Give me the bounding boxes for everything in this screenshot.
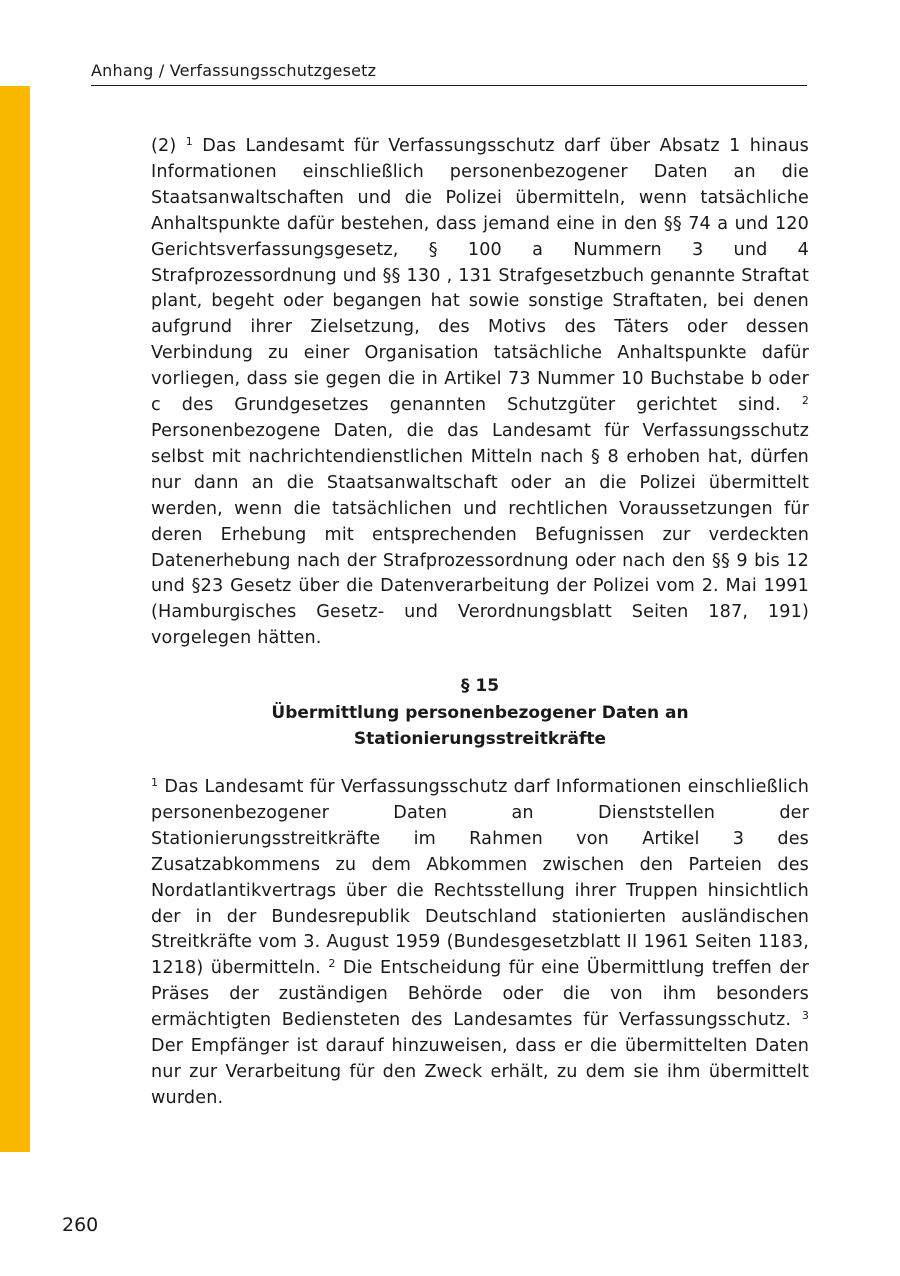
page-number: 260 bbox=[62, 1214, 99, 1236]
sentence-number: 2 bbox=[801, 394, 809, 408]
section-title-line-1: Übermittlung personenbezogener Daten an bbox=[271, 703, 689, 723]
paragraph-14-2 bbox=[151, 134, 809, 652]
paragraph-15 bbox=[151, 775, 809, 1112]
section-title bbox=[151, 700, 809, 752]
running-header: Anhang / Verfassungsschutzgesetz bbox=[91, 60, 807, 86]
section-number: § 15 bbox=[460, 676, 500, 696]
sentence-text: Der Empfänger ist darauf hinzuweisen, dass er die übermittelten Daten nur zur Verarbeitung für den Zweck erhält, zu dem sie ihm übermittelt wurden. bbox=[151, 1036, 809, 1108]
sentence-text: Die Entscheidung für eine Übermittlung treffen der Präses der zuständigen Behörde oder die von ihm besonders ermächtigten Bediensteten des Landesamtes für Verfassungsschutz. bbox=[151, 958, 810, 1031]
sentence-number: 1 bbox=[151, 776, 159, 789]
sentence-number: 2 bbox=[328, 957, 336, 971]
sentence-number: 1 bbox=[185, 135, 193, 148]
accent-side-bar bbox=[0, 86, 30, 1152]
sentence-text: Das Landesamt für Verfassungsschutz darf über Absatz 1 hinaus Informationen einschließlich personenbezogener Daten an die Staatsanwaltschaften und die Polizei übermitteln, wenn tatsächliche Anhaltspunkte dafür bestehen, dass jemand eine in den §§ 74 a und 120 Gerichtsverfassungsgesetz, § 100 a Nummern 3 und 4 Strafprozessordnung und §§ 130 , 131 Strafgesetzbuch genannte Straftat plant, begeht oder begangen hat sowie sonstige Straftaten, bei denen aufgrund ihrer Zielsetzung, des Motivs des Täters oder dessen Verbindung zu einer Organisation tatsächliche Anhaltspunkte dafür vorliegen, dass sie gegen die in Artikel 73 Nummer 10 Buchstabe b oder c des Grundgesetzes genannten Schutzgüter gerichtet sind. bbox=[151, 136, 809, 416]
paragraph-label: (2) bbox=[151, 136, 177, 156]
section-title-line-2: Stationierungsstreitkräfte bbox=[353, 729, 607, 749]
sentence-text: Personenbezogene Daten, die das Landesamt für Verfassungsschutz selbst mit nachrichtendienstlichen Mitteln nach § 8 erhoben hat, dürfen nur dann an die Staatsanwaltschaft oder an die Polizei übermittelt werden, wenn die tatsächlichen und rechtlichen Voraussetzungen für deren Erhebung mit entsprechenden Befugnissen zur verdeckten Datenerhebung nach der Strafprozessordnung oder nach den §§ 9 bis 12 und §23 Gesetz über die Datenverarbeitung der Polizei vom 2. Mai 1991 (Hamburgisches Gesetz- und Verordnungsblatt Seiten 187, 191) vorgelegen hätten. bbox=[151, 420, 809, 649]
sentence-text: Das Landesamt für Verfassungsschutz darf Informationen einschließlich personenbezogener Daten an Dienststellen der Stationierungsstreitkräfte im Rahmen von Artikel 3 des Zusatzabkommens zu dem Abkommen zwischen den Parteien des Nordatlantikvertrags über die Rechtsstellung ihrer Truppen hinsichtlich der in der Bundesrepublik Deutschland stationierten ausländischen Streitkräfte vom 3. August 1959 (Bundesgesetzblatt II 1961 Seiten 1183, 1218) übermitteln. bbox=[151, 777, 810, 979]
sentence-number: 3 bbox=[801, 1009, 809, 1023]
